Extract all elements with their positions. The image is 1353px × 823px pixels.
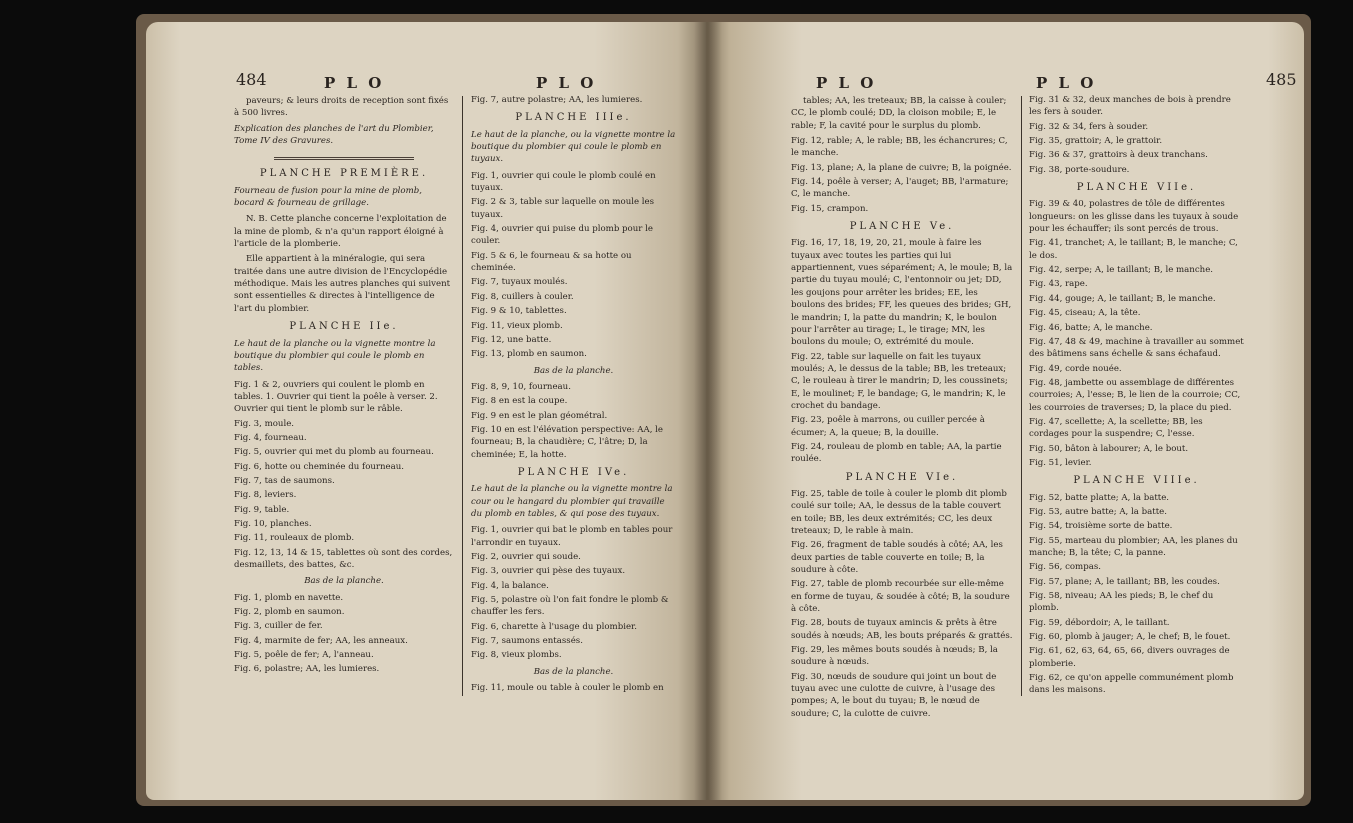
- figure-entry: Fig. 10 en est l'élévation perspective: AA, le fourneau; B, la chaudière; C, l'âtre; D, la cheminée; E, la hotte.: [471, 424, 664, 460]
- section-subheading: Bas de la planche.: [304, 576, 384, 587]
- body-paragraph: Elle appartient à la minéralogie, qui sera traitée dans une autre division de l'Encyclopédie méthodique. Mais les autres planches qui suivent sont essentielles & directes à l'intelligence de l'art du plombier.: [234, 254, 451, 314]
- figure-entry: Fig. 11, vieux plomb.: [471, 320, 563, 331]
- running-head: P L O: [816, 74, 877, 92]
- figure-entry: Fig. 10, planches.: [234, 518, 312, 529]
- plate-heading: PLANCHE IIe.: [289, 321, 399, 333]
- italic-caption: Le haut de la planche, ou la vignette montre la boutique du plombier qui coule le plomb en tuyaux.: [471, 129, 676, 165]
- figure-entry: Fig. 49, corde nouée.: [1029, 363, 1122, 374]
- figure-entry: Fig. 1 & 2, ouvriers qui coulent le plomb en tables. 1. Ouvrier qui tient la poêle à verser. 2. Ouvrier qui tient le plomb sur le râble.: [234, 379, 438, 415]
- figure-entry: Fig. 5 & 6, le fourneau & sa hotte ou cheminée.: [471, 250, 632, 274]
- figure-entry: Fig. 42, serpe; A, le taillant; B, le manche.: [1029, 265, 1214, 276]
- figure-entry: Fig. 43, rape.: [1029, 279, 1088, 290]
- right-page: [706, 22, 1304, 800]
- figure-entry: Fig. 30, nœuds de soudure qui joint un bout de tuyau avec une culotte de cuivre, à l'usage des pompes; A, le bout du tuyau; B, le nœud de soudure; C, la culotte de cuivre.: [791, 671, 997, 719]
- figure-entry: Fig. 47, scellette; A, la scellette; BB, les cordages pour la suspendre; C, l'esse.: [1029, 416, 1203, 440]
- figure-entry: Fig. 4, marmite de fer; AA, les anneaux.: [234, 635, 408, 646]
- figure-entry: Fig. 26, fragment de table soudés à côté; AA, les deux parties de table couverte en toile; B, la soudure à côte.: [791, 540, 1003, 576]
- italic-caption: Explication des planches de l'art du Plombier, Tome IV des Gravures.: [234, 123, 434, 147]
- figure-entry: Fig. 31 & 32, deux manches de bois à prendre les fers à souder.: [1029, 95, 1231, 118]
- italic-caption: Le haut de la planche ou la vignette montre la boutique du plombier qui coule le plomb en tables.: [234, 338, 436, 374]
- figure-entry: Fig. 29, les mêmes bouts soudés à nœuds; B, la soudure à nœuds.: [791, 645, 998, 668]
- figure-entry: Fig. 28, bouts de tuyaux amincis & prêts à être soudés à nœuds; AB, les bouts préparés & grattés.: [791, 618, 1013, 641]
- figure-entry: Fig. 8, leviers.: [234, 490, 297, 501]
- section-subheading: Bas de la planche.: [533, 666, 614, 677]
- figure-entry: Fig. 13, plane; A, la plane de cuivre; B, la poignée.: [791, 162, 1012, 173]
- book-gutter: [694, 22, 722, 800]
- text-column: [791, 92, 1013, 720]
- figure-entry: Fig. 22, table sur laquelle on fait les tuyaux moulés; A, le dessus de la table; BB, les treteaux; C, le rouleau à tirer le mandrin; D, les coussinets; E, le moulinet; F, le bandage; G, le mandrin; K, le crochet du bandage.: [791, 351, 1008, 411]
- figure-entry: Fig. 12, rable; A, le rable; BB, les échancrures; C, le manche.: [791, 136, 1008, 159]
- plate-heading: PLANCHE VIIIe.: [1073, 475, 1200, 487]
- figure-entry: Fig. 46, batte; A, le manche.: [1029, 322, 1153, 333]
- section-subheading: Bas de la planche.: [533, 365, 614, 376]
- left-page: [146, 22, 706, 800]
- body-paragraph: paveurs; & leurs droits de reception sont fixés à 500 livres.: [234, 96, 449, 119]
- figure-entry: Fig. 58, niveau; AA les pieds; B, le chef du plomb.: [1029, 591, 1214, 614]
- figure-entry: Fig. 11, moule ou table à couler le plomb en: [471, 683, 664, 694]
- figure-entry: Fig. 6, charette à l'usage du plombier.: [471, 621, 637, 632]
- figure-entry: Fig. 45, ciseau; A, la tête.: [1029, 308, 1141, 319]
- figure-entry: Fig. 51, levier.: [1029, 457, 1092, 468]
- figure-entry: Fig. 1, ouvrier qui bat le plomb en tables pour l'arrondir en tuyaux.: [471, 525, 673, 548]
- open-book: [136, 14, 1311, 806]
- figure-entry: Fig. 6, hotte ou cheminée du fourneau.: [234, 461, 405, 472]
- double-rule: [274, 157, 414, 158]
- figure-entry: Fig. 12, une batte.: [471, 334, 552, 345]
- figure-entry: Fig. 11, rouleaux de plomb.: [234, 533, 355, 544]
- figure-entry: Fig. 54, troisième sorte de batte.: [1029, 521, 1173, 532]
- figure-entry: Fig. 12, 13, 14 & 15, tablettes où sont des cordes, desmaillets, des battes, &c.: [234, 547, 453, 570]
- figure-entry: Fig. 27, table de plomb recourbée sur elle-même en forme de tuyau, & soudée à côté; B, la soudure à côte.: [791, 579, 1010, 615]
- figure-entry: Fig. 16, 17, 18, 19, 20, 21, moule à faire les tuyaux avec toutes les parties qui lui appartiennent, vues séparément; A, le moule; B, la partie du tuyau moulé; C, l'entonnoir ou jet; DD, les goujons pour arrêter les brides; EE, les boulons des brides; FF, les queues des brides; GH, le mandrin; I, la patte du mandrin; K, le boulon pour l'arrêter au tirage; L, le tirage; MN, les boulons du moule; O, extrémité du moule.: [791, 238, 1013, 348]
- figure-entry: Fig. 8, vieux plombs.: [471, 650, 562, 661]
- figure-entry: Fig. 41, tranchet; A, le taillant; B, le manche; C, le dos.: [1029, 238, 1238, 261]
- column-divider: [1021, 96, 1022, 696]
- figure-entry: Fig. 38, porte-soudure.: [1029, 164, 1130, 175]
- figure-entry: Fig. 62, ce qu'on appelle communément plomb dans les maisons.: [1029, 673, 1234, 696]
- figure-entry: Fig. 2 & 3, table sur laquelle on moule les tuyaux.: [471, 197, 655, 220]
- figure-entry: Fig. 57, plane; A, le taillant; BB, les coudes.: [1029, 576, 1220, 587]
- italic-caption: Fourneau de fusion pour la mine de plomb, bocard & fourneau de grillage.: [234, 185, 422, 209]
- figure-entry: Fig. 39 & 40, polastres de tôle de différentes longueurs: on les glisse dans les tuyaux à soude pour les échauffer; ils sont percés de trous.: [1029, 199, 1239, 235]
- figure-entry: Fig. 3, moule.: [234, 418, 295, 429]
- figure-entry: Fig. 48, jambette ou assemblage de différentes courroies; A, l'esse; B, le lien de la courroie; CC, les courroies de traverses; D, la place du pied.: [1029, 377, 1241, 413]
- figure-entry: Fig. 47, 48 & 49, machine à travailler au sommet des bâtimens sans échelle & sans échafaud.: [1029, 336, 1244, 360]
- figure-entry: Fig. 32 & 34, fers à souder.: [1029, 121, 1149, 132]
- page-number: 484: [236, 70, 267, 89]
- figure-entry: Fig. 44, gouge; A, le taillant; B, le manche.: [1029, 293, 1216, 304]
- figure-entry: Fig. 7, tas de saumons.: [234, 475, 335, 486]
- figure-entry: Fig. 25, table de toile à couler le plomb dit plomb coulé sur toile; AA, le dessus de la table couvert en toile; BB, les deux extrémités; CC, les deux treteaux; D, le rable à main.: [791, 488, 1007, 536]
- figure-entry: Fig. 4, fourneau.: [234, 432, 307, 443]
- column-divider: [462, 96, 463, 696]
- figure-entry: Fig. 6, polastre; AA, les lumieres.: [234, 664, 380, 675]
- figure-entry: Fig. 14, poêle à verser; A, l'auget; BB, l'armature; C, le manche.: [791, 177, 1009, 200]
- figure-entry: Fig. 1, plomb en navette.: [234, 592, 344, 603]
- plate-heading: PLANCHE PREMIÈRE.: [259, 168, 429, 180]
- figure-entry: Fig. 1, ouvrier qui coule le plomb coulé en tuyaux.: [471, 170, 656, 194]
- figure-entry: Fig. 8 en est la coupe.: [471, 396, 568, 407]
- figure-entry: Fig. 9, table.: [234, 504, 290, 515]
- figure-entry: Fig. 55, marteau du plombier; AA, les planes du manche; B, la tête; C, la panne.: [1029, 535, 1238, 558]
- figure-entry: Fig. 15, crampon.: [791, 203, 869, 214]
- figure-entry: Fig. 8, 9, 10, fourneau.: [471, 381, 571, 392]
- figure-entry: Fig. 13, plomb en saumon.: [471, 349, 587, 360]
- running-head: P L O: [1036, 74, 1097, 92]
- plate-heading: PLANCHE VIIe.: [1076, 182, 1197, 194]
- figure-entry: Fig. 5, ouvrier qui met du plomb au fourneau.: [234, 447, 434, 458]
- figure-entry: Fig. 2, plomb en saumon.: [234, 607, 345, 618]
- figure-entry: Fig. 53, autre batte; A, la batte.: [1029, 506, 1167, 517]
- body-paragraph: tables; AA, les treteaux; BB, la caisse à couler; CC, le plomb coulé; DD, la cloison mobile; E, le rable; F, la cavité pour le surplus du plomb.: [791, 96, 1007, 131]
- figure-entry: Fig. 9 & 10, tablettes.: [471, 306, 567, 317]
- figure-entry: Fig. 5, poêle de fer; A, l'anneau.: [234, 650, 374, 661]
- figure-entry: Fig. 5, polastre où l'on fait fondre le plomb & chauffer les fers.: [471, 595, 669, 618]
- text-column: [1029, 92, 1244, 697]
- italic-caption: Le haut de la planche ou la vignette montre la cour ou le hangard du plombier qui travaille du plomb en tables, & qui pose des tuyaux.: [471, 484, 673, 519]
- figure-entry: Fig. 61, 62, 63, 64, 65, 66, divers ouvrages de plomberie.: [1029, 646, 1230, 669]
- text-column: [471, 92, 676, 694]
- text-column: [234, 92, 454, 676]
- figure-entry: Fig. 35, grattoir; A, le grattoir.: [1029, 136, 1163, 147]
- figure-entry: Fig. 24, rouleau de plomb en table; AA, la partie roulée.: [791, 441, 1002, 465]
- plate-heading: PLANCHE VIe.: [845, 471, 959, 483]
- figure-entry: Fig. 56, compas.: [1029, 562, 1101, 573]
- figure-entry: Fig. 4, la balance.: [471, 580, 549, 591]
- figure-entry: Fig. 50, bâton à labourer; A, le bout.: [1029, 443, 1189, 454]
- figure-entry: Fig. 7, saumons entassés.: [471, 636, 583, 647]
- figure-entry: Fig. 7, autre polastre; AA, les lumieres.: [471, 95, 643, 105]
- figure-entry: Fig. 3, ouvrier qui pèse des tuyaux.: [471, 566, 626, 577]
- figure-entry: Fig. 7, tuyaux moulés.: [471, 277, 568, 288]
- plate-heading: PLANCHE IVe.: [517, 466, 630, 478]
- running-head: P L O: [324, 74, 385, 92]
- figure-entry: Fig. 4, ouvrier qui puise du plomb pour le couler.: [471, 224, 653, 247]
- figure-entry: Fig. 36 & 37, grattoirs à deux tranchans.: [1029, 150, 1208, 161]
- figure-entry: Fig. 8, cuillers à couler.: [471, 291, 574, 302]
- plate-heading: PLANCHE IIIe.: [515, 112, 632, 124]
- figure-entry: Fig. 3, cuiller de fer.: [234, 621, 323, 632]
- double-rule: [274, 159, 414, 160]
- body-paragraph: N. B. Cette planche concerne l'exploitation de la mine de plomb, & n'a qu'un rapport éloigné à l'article de la plomberie.: [234, 214, 447, 250]
- figure-entry: Fig. 52, batte platte; A, la batte.: [1029, 492, 1170, 503]
- figure-entry: Fig. 59, débordoir; A, le taillant.: [1029, 617, 1170, 628]
- running-head: P L O: [536, 74, 597, 92]
- figure-entry: Fig. 2, ouvrier qui soude.: [471, 552, 581, 562]
- figure-entry: Fig. 9 en est le plan géométral.: [471, 410, 608, 421]
- figure-entry: Fig. 60, plomb à jauger; A, le chef; B, le fouet.: [1029, 632, 1231, 643]
- figure-entry: Fig. 23, poêle à marrons, ou cuiller percée à écumer; A, la queue; B, la douille.: [791, 415, 985, 438]
- page-number: 485: [1266, 70, 1297, 89]
- plate-heading: PLANCHE Ve.: [849, 221, 955, 233]
